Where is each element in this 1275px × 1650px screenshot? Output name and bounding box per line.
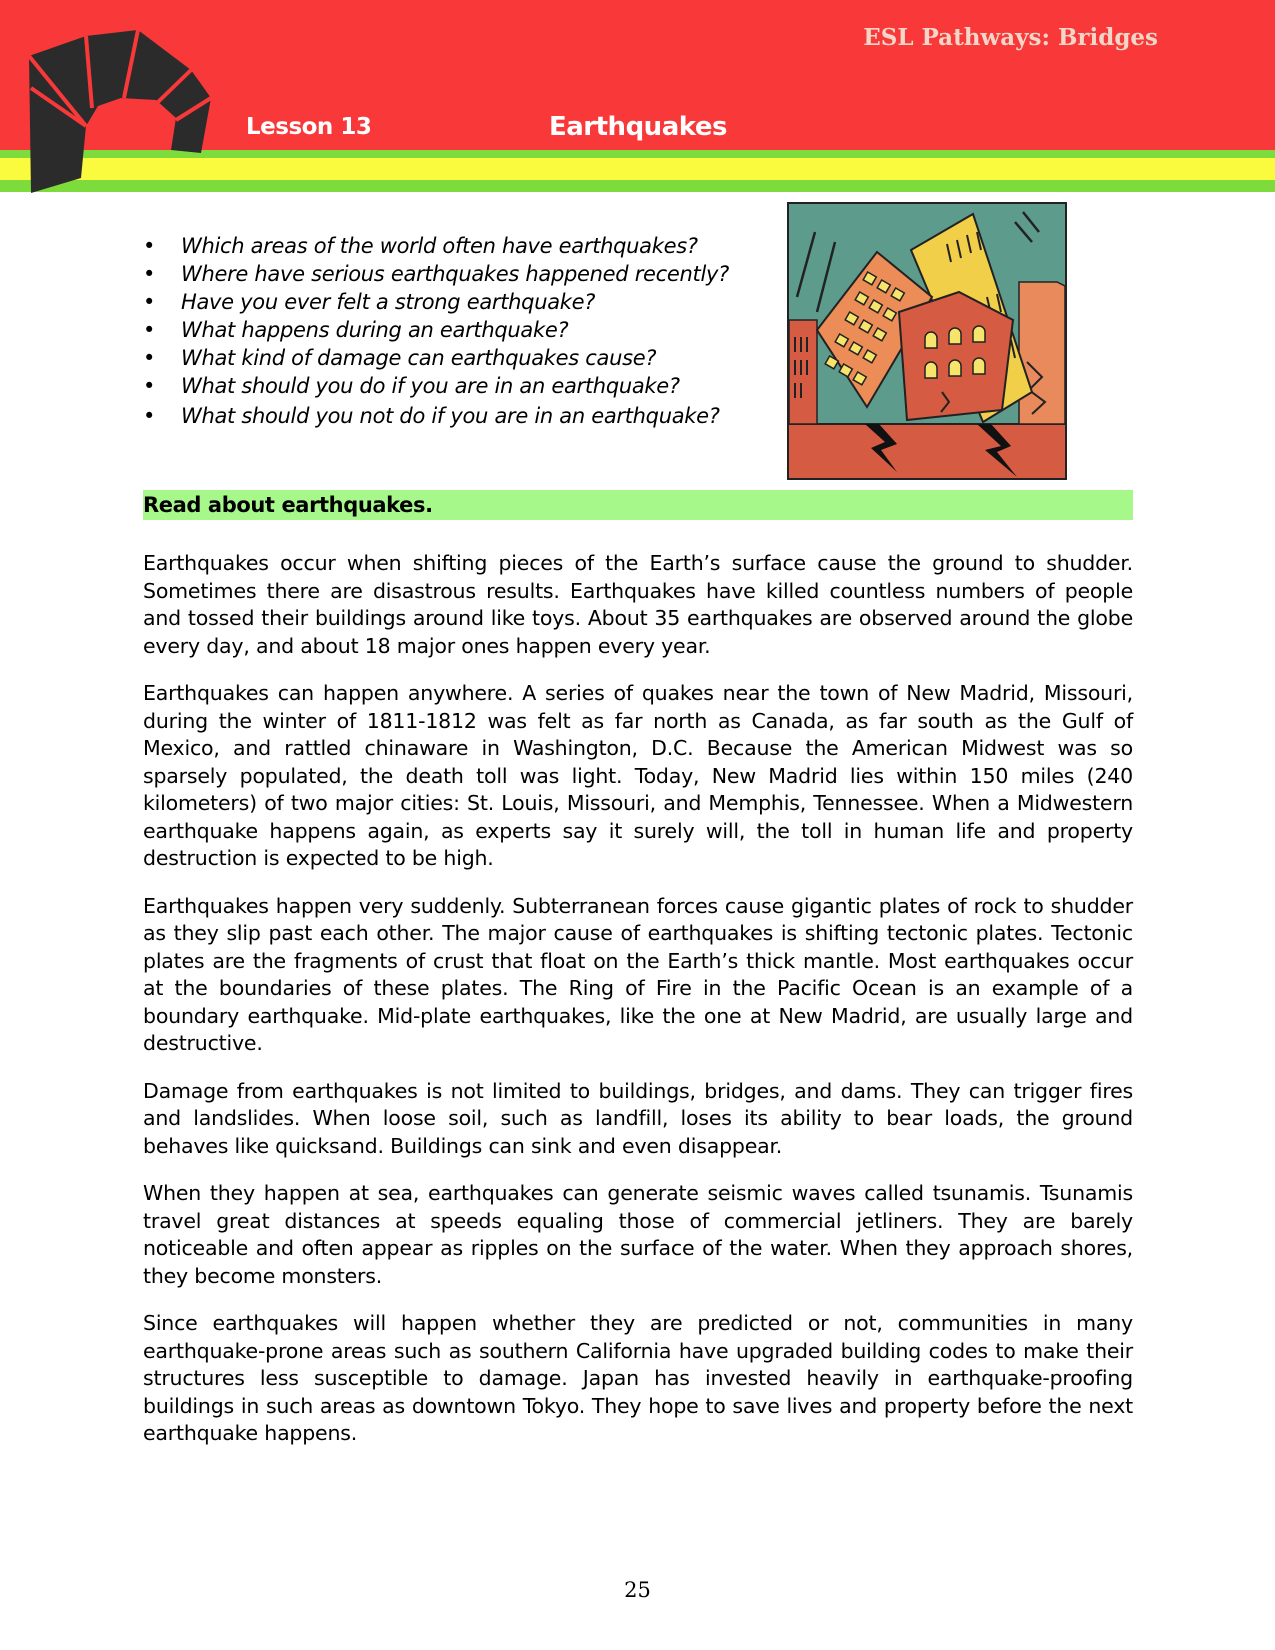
series-title: ESL Pathways: Bridges (863, 24, 1158, 51)
list-item: • Have you ever felt a strong earthquake? (143, 288, 763, 316)
page-number: 25 (624, 1578, 651, 1602)
list-item: • What happens during an earthquake? (143, 316, 763, 344)
list-item: • What should you not do if you are in an earthquake? (143, 402, 763, 430)
paragraph: Since earthquakes will happen whether they are predicted or not, communities in many earthquake-prone areas such as southern California have upgraded building codes to make their structures less susceptible to damage. Japan has invested heavily in earthquake-proofing buildings in such areas as downtown Tokyo. They hope to save lives and property before the next earthquake happens. (143, 1311, 1133, 1445)
paragraph: Damage from earthquakes is not limited to buildings, bridges, and dams. They can trigger fires and landslides. When loose soil, such as landfill, loses its ability to bear loads, the ground behaves like quicksand. Buildings can sink and even disappear. (143, 1078, 1133, 1158)
list-item: • Which areas of the world often have earthquakes? (143, 232, 763, 260)
page-header (0, 0, 1275, 190)
arch-logo-icon (26, 28, 216, 194)
section-heading: Read about earthquakes. (143, 493, 433, 517)
page-title: Earthquakes (549, 112, 727, 142)
list-item: • What should you do if you are in an earthquake? (143, 372, 763, 400)
paragraph: Earthquakes occur when shifting pieces of the Earth’s surface cause the ground to shudder. Sometimes there are disastrous results. Earthquakes have killed countless numbers of people and tossed their buildings around like toys. About 35 earthquakes are observed around the globe every day, and about 18 major ones happen every year. (143, 551, 1133, 658)
section-heading-bar (143, 490, 1133, 520)
list-item: • What kind of damage can earthquakes cause? (143, 344, 763, 372)
discussion-questions (143, 232, 763, 430)
article-body (143, 550, 1133, 1468)
paragraph: When they happen at sea, earthquakes can generate seismic waves called tsunamis. Tsunamis travel great distances at speeds equaling those of commercial jetliners. They are barely noticeable and often appear as ripples on the surface of the water. When they approach shores, they become monsters. (143, 1181, 1133, 1288)
paragraph: Earthquakes happen very suddenly. Subterranean forces cause gigantic plates of rock to shudder as they slip past each other. The major cause of earthquakes is shifting tectonic plates. Tectonic plates are the fragments of crust that float on the Earth’s thick mantle. Most earthquakes occur at the boundaries of these plates. The Ring of Fire in the Pacific Ocean is an example of a boundary earthquake. Mid-plate earthquakes, like the one at New Madrid, are usually large and destructive. (143, 893, 1133, 1055)
paragraph: Earthquakes can happen anywhere. A series of quakes near the town of New Madrid, Missouri, during the winter of 1811-1812 was felt as far north as Canada, as far south as the Gulf of Mexico, and rattled chinaware in Washington, D.C. Because the American Midwest was so sparsely populated, the death toll was light. Today, New Madrid lies within 150 miles (240 kilometers) of two major cities: St. Louis, Missouri, and Memphis, Tennessee. When a Midwestern earthquake happens again, as experts say it surely will, the toll in human life and property destruction is expected to be high. (143, 681, 1133, 870)
lesson-number: Lesson 13 (246, 114, 372, 140)
list-item: • Where have serious earthquakes happened recently? (143, 260, 763, 288)
earthquake-buildings-illustration (787, 202, 1067, 480)
